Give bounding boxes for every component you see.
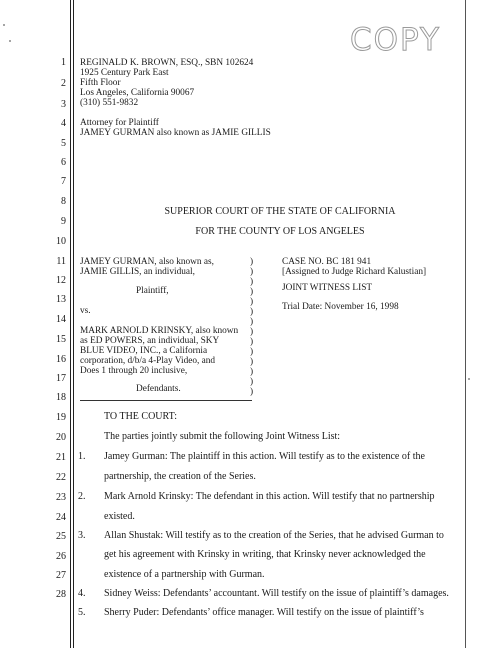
line-number: 4 [61,118,66,129]
defendant-line: as ED POWERS, an individual, SKY [80,336,220,346]
case-number: CASE NO. BC 181 941 [282,257,372,267]
caption-paren: ) [250,317,254,327]
copy-stamp: COPY [350,22,441,58]
line-number: 13 [56,294,66,305]
line-number: 27 [56,570,66,581]
document-title: JOINT WITNESS LIST [282,283,373,293]
line-number: 26 [56,551,66,562]
salutation: TO THE COURT: [104,411,177,422]
witness-text-line: partnership, the creation of the Series. [104,471,256,482]
witness-text-line: existence of a partnership with Gurman. [104,569,265,580]
versus: vs. [80,306,91,316]
witness-text-line: Jamey Gurman: The plaintiff in this action. Will testify as to the existence of the [104,451,425,462]
attorney-name: REGINALD K. BROWN, ESQ., SBN 102624 [80,58,254,68]
line-number: 10 [56,236,66,247]
line-number: 5 [61,138,66,149]
line-number: 22 [56,472,66,483]
line-number: 6 [61,157,66,168]
caption-paren: ) [250,257,254,267]
attorney-role: Attorney for Plaintiff [80,118,159,128]
caption-paren: ) [250,357,254,367]
attorney-city: Los Angeles, California 90067 [80,88,195,98]
defendant-line: BLUE VIDEO, INC., a California [80,346,208,356]
defendant-line: corporation, d/b/a 4-Play Video, and [80,356,216,366]
court-county: FOR THE COUNTY OF LOS ANGELES [195,226,365,237]
caption-paren: ) [250,387,254,397]
witness-text-line: Sidney Weiss: Defendants’ accountant. Will testify on the issue of plaintiff’s damages. [104,588,449,599]
defendant-role: Defendants. [136,384,181,394]
witness-number: 5. [78,607,86,618]
caption-underline [80,400,252,401]
plaintiff-name-line-1: JAMEY GURMAN, also known as, [80,257,214,267]
line-number: 1 [61,57,66,68]
left-margin-rule [70,0,71,648]
attorney-address-line-1: 1925 Century Park East [80,68,169,78]
caption-paren: ) [250,277,254,287]
witness-number: 1. [78,451,86,462]
right-margin-rule [465,0,466,648]
line-number: 11 [56,256,66,267]
witness-text-line: Sherry Puder: Defendants’ office manager. Will testify on the issue of plaintiff’s [104,607,424,618]
line-number: 9 [61,216,66,227]
plaintiff-name-line-2: JAMIE GILLIS, an individual, [80,267,195,277]
attorney-phone: (310) 551-9832 [80,98,139,108]
line-number: 14 [56,314,66,325]
caption-paren: ) [250,347,254,357]
defendant-line: Does 1 through 20 inclusive, [80,366,188,376]
caption-paren: ) [250,297,254,307]
line-number: 18 [56,392,66,403]
witness-text-line: existed. [104,511,135,522]
assigned-judge: [Assigned to Judge Richard Kalustian] [282,267,427,277]
intro-paragraph: The parties jointly submit the following Joint Witness List: [104,431,341,442]
witness-number: 3. [78,530,86,541]
line-number: 20 [56,432,66,443]
caption-paren: ) [250,287,254,297]
witness-text-line: get his agreement with Krinsky in writing, that Krinsky never acknowledged the [104,549,426,560]
line-number: 28 [56,589,66,600]
line-number: 7 [61,176,66,187]
line-number: 24 [56,512,66,523]
caption-paren: ) [250,327,254,337]
line-number: 21 [56,452,66,463]
line-number: 16 [56,354,66,365]
witness-text-line: Mark Arnold Krinsky: The defendant in this action. Will testify that no partnership [104,491,435,502]
line-number: 12 [56,275,66,286]
caption-paren: ) [250,367,254,377]
line-number: 23 [56,492,66,503]
attorney-client: JAMEY GURMAN also known as JAMIE GILLIS [80,128,271,138]
line-number: 15 [56,334,66,345]
line-number: 17 [56,373,66,384]
line-number: 3 [61,99,66,110]
witness-text-line: Allan Shustak: Will testify as to the creation of the Series, that he advised Gurman to [104,530,444,541]
scan-speck [3,24,5,26]
left-margin-rule-inner [73,0,74,648]
attorney-address-line-2: Fifth Floor [80,78,121,88]
scan-speck [9,40,11,42]
line-number: 25 [56,531,66,542]
court-name: SUPERIOR COURT OF THE STATE OF CALIFORNIA [164,206,396,217]
plaintiff-role: Plaintiff, [136,286,169,296]
caption-paren: ) [250,267,254,277]
trial-date: Trial Date: November 16, 1998 [282,302,399,312]
witness-number: 2. [78,491,86,502]
defendant-line: MARK ARNOLD KRINSKY, also known [80,326,239,336]
caption-paren: ) [250,307,254,317]
line-number: 2 [61,78,66,89]
witness-number: 4. [78,588,86,599]
line-number: 19 [56,412,66,423]
scan-speck [468,378,470,380]
caption-paren: ) [250,337,254,347]
caption-paren: ) [250,377,254,387]
line-number: 8 [61,196,66,207]
